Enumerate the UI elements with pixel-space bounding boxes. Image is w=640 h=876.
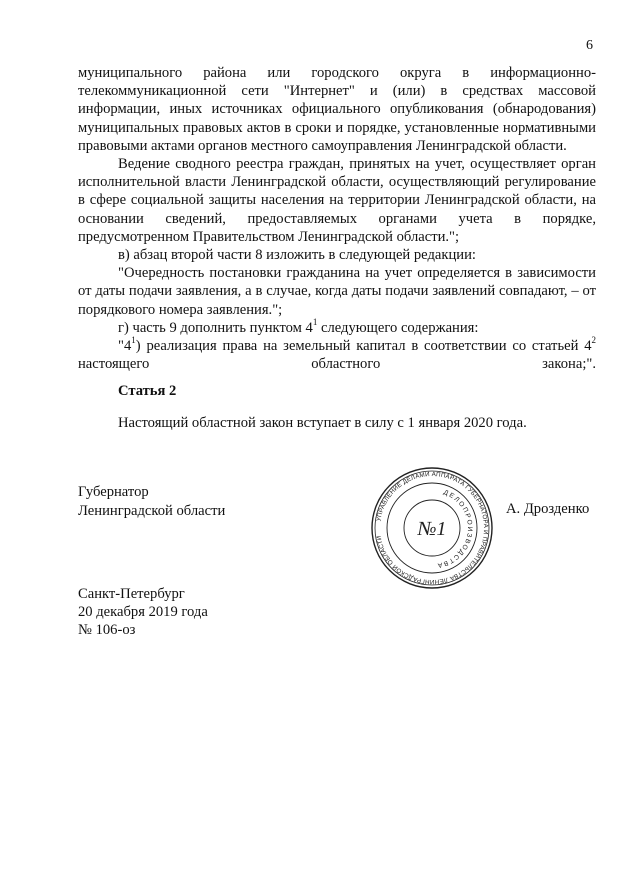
paragraph [78,155,596,246]
paragraph [78,246,596,264]
signer-title-line: Ленинградской области [78,502,226,519]
stamp-center-text: №1 [417,518,447,540]
official-stamp [370,466,494,590]
signer-title-line: Губернатор [78,484,149,500]
paragraph [78,64,596,155]
document-meta [78,585,208,640]
superscript: 2 [591,335,596,346]
text-run: Ведение сводного реестра граждан, принятых на учет, осуществляет орган исполнительной власти Ленинградской области, осуществляющий регулирование в сфере социальной защиты населения на территории Ленинградской области, на основании сведений, предоставляемых органами учета в порядке, предусмотренном Правительством Ленинградской области."; [78,156,596,245]
signer-title [78,483,225,520]
article-text: Настоящий областной закон вступает в силу с 1 января 2020 года. [118,415,527,431]
stamp-outer-text: УПРАВЛЕНИЕ ДЕЛАМИ АППАРАТА ГУБЕРНАТОРА И ПРАВИТЕЛЬСТВА ЛЕНИНГРАДСКОЙ ОБЛАСТИ [375,470,490,586]
paragraph [78,337,596,373]
paragraph [78,316,596,337]
page-number: 6 [586,38,593,53]
meta-city: Санкт-Петербург [78,586,185,602]
meta-number: № 106-оз [78,622,136,639]
text-run: г) часть 9 дополнить пунктом 4 [118,319,313,336]
text-run: ) реализация права на земельный капитал в соответствии со статьей 4 [135,338,592,355]
signer-name: А. Дрозденко [506,501,590,517]
superscript: 1 [312,316,318,327]
text-run: "Очередность постановки гражданина на учет определяется в зависимости от даты подачи заявления, а в случае, когда даты подачи заявлений совпадают, – от порядкового номера заявления."; [78,265,596,318]
superscript: 1 [131,335,136,346]
text-run: настоящего областного закона;". [78,356,596,373]
body-text [78,64,596,373]
text-run: следующего содержания: [317,319,479,336]
paragraph [78,264,596,319]
meta-date: 20 декабря 2019 года [78,604,208,621]
text-run: муниципального района или городского округа в информационно-телекоммуникационной сети "Интернет" и (или) в средствах массовой информации, иных источниках официального опубликования (обнародования) муниципальных правовых актов в сроки и порядке, установленные нормативными правовыми актами органов местного самоуправления Ленинградской области. [78,65,596,154]
text-run: "4 [118,338,132,355]
text-run: в) абзац второй части 8 изложить в следующей редакции: [118,247,476,264]
article-heading: Статья 2 [118,383,177,399]
stamp-inner-text: ДЕЛОПРОИЗВОДСТВА [435,489,474,569]
